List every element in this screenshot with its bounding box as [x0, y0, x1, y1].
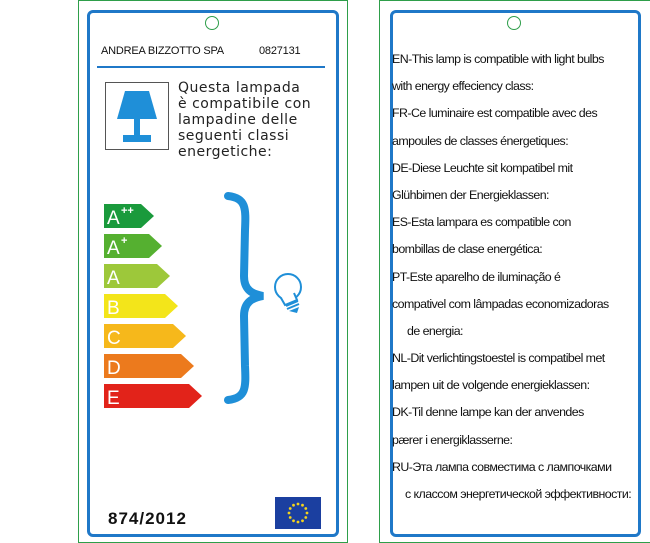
- italian-line: lampadine delle: [178, 112, 298, 128]
- energy-class-label: A: [107, 268, 120, 289]
- eu-star: [292, 504, 295, 507]
- regulation-number: 874/2012: [108, 509, 187, 528]
- italian-line: è compatibile con: [178, 96, 312, 112]
- text-line: PT-Este aparelho de iluminação é: [392, 269, 561, 284]
- text-line: NL-Dit verlichtingstoestel is compatibel met: [392, 351, 605, 366]
- text-line: ES-Esta lampara es compatible con: [392, 215, 571, 230]
- text-line: Glühbimen der Energieklassen:: [392, 187, 549, 202]
- product-code: 0827131: [259, 45, 301, 57]
- eu-star: [288, 512, 291, 515]
- italian-line: energetiche:: [178, 144, 273, 160]
- energy-class-arrows: [104, 204, 202, 409]
- text-line: bombillas de clase energética:: [392, 242, 543, 257]
- multilingual-text: [392, 46, 632, 508]
- eu-star: [301, 519, 304, 522]
- energy-class-label: A: [107, 208, 120, 229]
- energy-class-label: C: [107, 328, 121, 349]
- energy-class-label: E: [107, 388, 120, 409]
- eu-star: [304, 516, 307, 519]
- eu-star: [304, 507, 307, 510]
- text-line: EN-This lamp is compatible with light bulbs: [392, 52, 604, 66]
- energy-class-superscript: +: [121, 235, 128, 247]
- eu-star: [292, 519, 295, 522]
- eu-star: [297, 503, 300, 506]
- brace-icon: [228, 196, 263, 400]
- text-line: pærer i energiklasserne:: [392, 432, 513, 447]
- energy-class-label: D: [107, 358, 121, 379]
- text-line: DK-Til denne lampe kan der anvendes: [392, 405, 584, 420]
- eu-star: [306, 512, 309, 515]
- text-line: с классом энергетической эффективности:: [405, 487, 632, 501]
- text-line: de energia:: [407, 323, 463, 338]
- italian-line: Questa lampada: [178, 80, 301, 96]
- text-line: compativel com lâmpadas economizadoras: [392, 296, 609, 311]
- italian-line: seguenti classi: [178, 128, 290, 144]
- text-line: DE-Diese Leuchte sit kompatibel mit: [392, 160, 573, 175]
- eu-star: [297, 521, 300, 524]
- energy-class-superscript: ++: [121, 205, 134, 217]
- text-line: FR-Ce luminaire est compatible avec des: [392, 106, 598, 121]
- text-line: RU-Эта лампа совместима с лампочками: [392, 459, 612, 474]
- text-line: with energy effeciency class:: [392, 79, 534, 94]
- eu-star: [289, 507, 292, 510]
- energy-class-label: B: [107, 298, 120, 319]
- text-line: lampen uit de volgende energieklassen:: [392, 378, 590, 393]
- eu-star: [301, 504, 304, 507]
- company-name: ANDREA BIZZOTTO SPA: [101, 45, 224, 57]
- bulb-icon: [275, 274, 301, 313]
- eu-star: [289, 516, 292, 519]
- right-card-hole: [507, 16, 521, 30]
- energy-class-label: A: [107, 238, 120, 259]
- text-line: ampoules de classes énergetiques:: [392, 133, 569, 148]
- eu-flag-icon: [275, 497, 321, 529]
